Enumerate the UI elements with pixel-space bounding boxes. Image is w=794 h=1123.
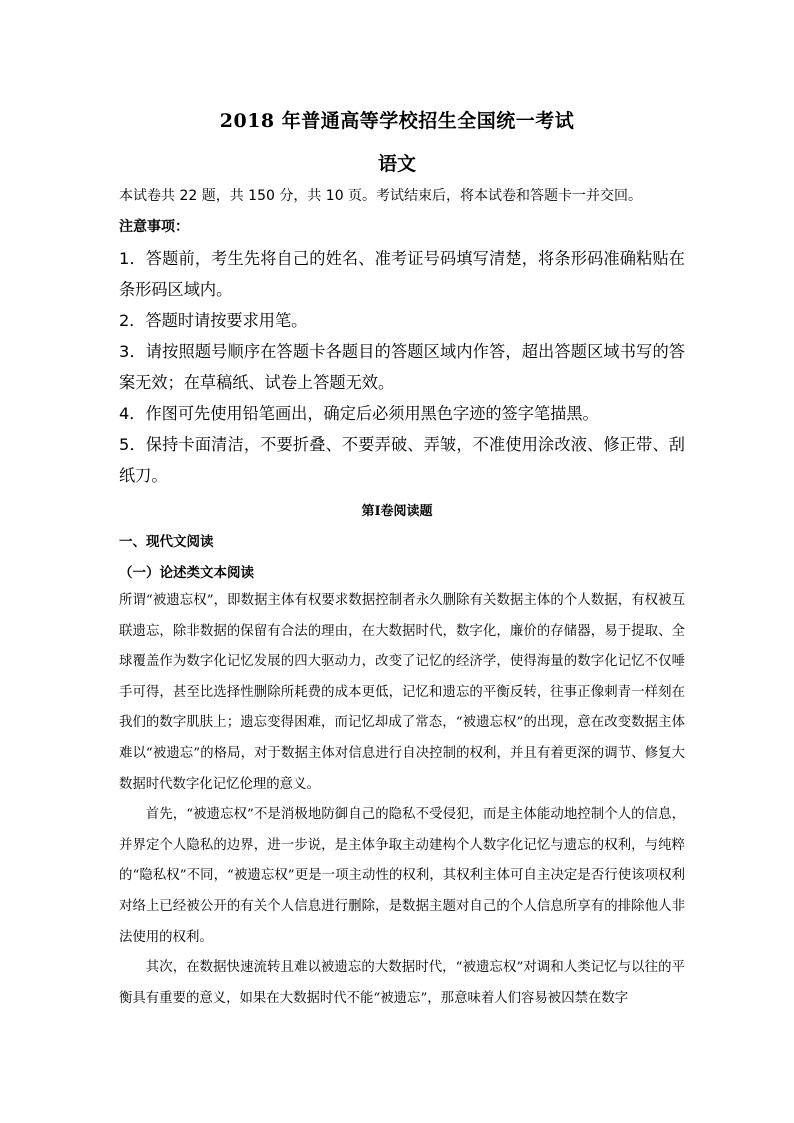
notice-heading: 注意事项：: [119, 219, 189, 235]
passage-paragraph: 首先，“被遗忘权”不是消极地防御自己的隐私不受侵犯，而是主体能动地控制个人的信息，并界定个人隐私的边界，进一步说，是主体争取主动建构个人数字化记忆与遗忘的权利，与纯粹的“隐私权”不同，“被遗忘权”更是一项主动性的权利，其权利主体可自主决定是否行使该项权利对络上已经被公开的有关个人信息进行删除，是数据主题对自己的个人信息所享有的排除他人非法使用的权利。: [119, 807, 685, 945]
notice-item: 5．保持卡面清洁，不要折叠、不要弄破、弄皱，不准使用涂改液、修正带、刮纸刀。: [119, 435, 685, 485]
subject-title: 语文: [377, 153, 416, 175]
passage-paragraph: 其次，在数据快速流转且难以被遗忘的大数据时代，“被遗忘权”对调和人类记忆与以往的平衡具有重要的意义，如果在大数据时代不能“被遗忘”，那意味着人们容易被囚禁在数字: [119, 960, 685, 1006]
notice-list: [119, 243, 685, 491]
notice-item: 2．答题时请按要求用笔。: [119, 311, 308, 330]
passage-paragraph: 所谓“被遗忘权”，即数据主体有权要求数据控制者永久删除有关数据主体的个人数据，有权被互联遗忘，除非数据的保留有合法的理由，在大数据时代，数字化，廉价的存储器，易于提取、全球覆盖作为数字化记忆发展的四大驱动力，改变了记忆的经济学，使得海量的数字化记忆不仅唾手可得，甚至比选择性删除所耗费的成本更低，记忆和遗忘的平衡反转，往事正像刺青一样刻在我们的数字肌肤上；遗忘变得困难，而记忆却成了常态，“被遗忘权”的出现，意在改变数据主体难以“被遗忘”的格局，对于数据主体对信息进行自决控制的权利，并且有着更深的调节、修复大数据时代数字化记忆伦理的意义。: [119, 593, 685, 792]
exam-title: 2018 年普通高等学校招生全国统一考试: [219, 110, 575, 132]
section-heading: 一、现代文阅读: [119, 534, 214, 550]
exam-intro: 本试卷共 22 题，共 150 分，共 10 页。考试结束后，将本试卷和答题卡一并交回。: [119, 188, 643, 204]
notice-item: 3．请按照题号顺序在答题卡各题目的答题区域内作答，超出答题区域书写的答案无效；在草稿纸、试卷上答题无效。: [119, 342, 685, 392]
subsection-heading: （一）论述类文本阅读: [119, 565, 254, 581]
notice-item: 4．作图可先使用铅笔画出，确定后必须用黑色字迹的签字笔描黑。: [119, 404, 599, 423]
reading-passage: [119, 586, 685, 1014]
notice-item: 1．答题前，考生先将自己的姓名、准考证号码填写清楚，将条形码准确粘贴在条形码区域内。: [119, 249, 685, 299]
part-title: 第Ⅰ卷阅读题: [361, 504, 433, 519]
